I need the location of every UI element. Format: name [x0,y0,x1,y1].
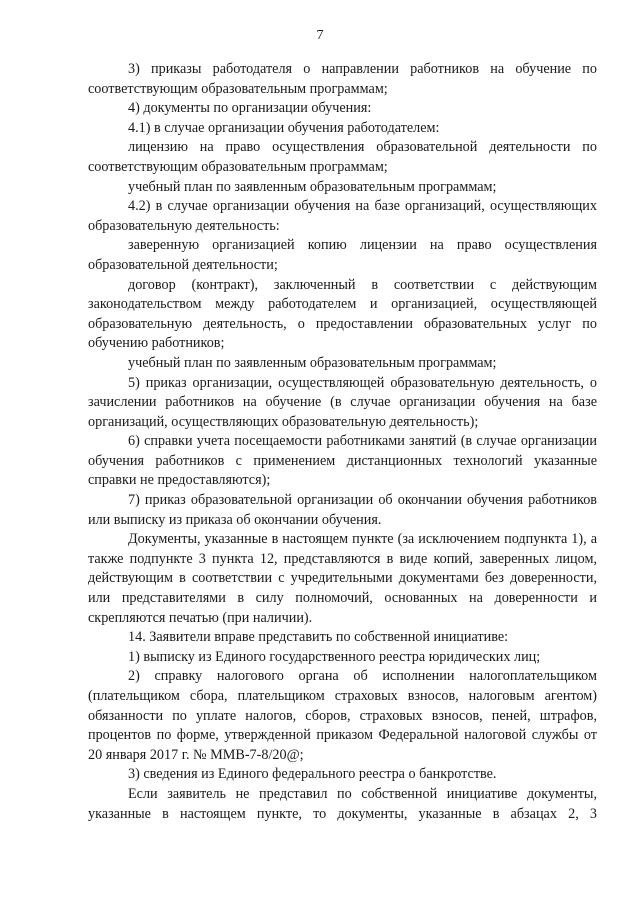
paragraph: заверенную организацией копию лицензии на право осуществления образовательной деятельности; [88,237,597,273]
paragraph: 7) приказ образовательной организации об окончании обучения работников или выписку из приказа об окончании обучения. [88,492,597,528]
paragraph: 3) приказы работодателя о направлении работников на обучение по соответствующим образовательным программам; [88,61,597,97]
page-number: 7 [316,28,324,43]
paragraph: Если заявитель не представил по собственной инициативе документы, указанные в настоящем пункте, то документы, указанные в абзацах 2, 3 [88,785,597,822]
paragraph: Документы, указанные в настоящем пункте (за исключением подпункта 1), а также подпункте 3 пункта 12, представляются в виде копий, заверенных лицом, действующим в соответствии с учредительными документами без доверенности, или представителями в силу полномочий, основанных на доверенности и скрепляются печатью (при наличии). [88,531,597,626]
paragraph: учебный план по заявленным образовательным программам; [128,178,497,195]
paragraph: 3) сведения из Единого федерального реестра о банкротстве. [128,766,497,783]
paragraph: 4.2) в случае организации обучения на базе организаций, осуществляющих образовательную деятельность: [88,198,597,234]
paragraph: 6) справки учета посещаемости работниками занятий (в случае организации обучения работников с применением дистанционных технологий указанные справки не предоставляются); [88,433,597,489]
paragraph: учебный план по заявленным образовательным программам; [128,354,497,371]
document-body [88,60,597,824]
paragraph: 1) выписку из Единого государственного реестра юридических лиц; [128,648,541,665]
paragraph: лицензию на право осуществления образовательной деятельности по соответствующим образовательным программам; [88,139,597,175]
paragraph: договор (контракт), заключенный в соответствии с действующим законодательством между работодателем и организацией, осуществляющей образовательную деятельность, о предоставлении образовательных услуг по обучению работников; [88,276,597,352]
paragraph: 4.1) в случае организации обучения работодателем: [128,119,440,136]
paragraph: 14. Заявители вправе представить по собственной инициативе: [128,629,509,646]
paragraph: 2) справку налогового органа об исполнении налогоплательщиком (плательщиком сбора, плательщиком страховых взносов, налоговым агентом) обязанности по уплате налогов, сборов, страховых взносов, пеней, штрафов, процентов по форме, утвержденной приказом Федеральной налоговой службы от 20 января 2017 г. № ММВ-7-8/20@; [88,668,597,763]
paragraph: 5) приказ организации, осуществляющей образовательную деятельность, о зачислении работников на обучение (в случае организации обучения на базе организаций, осуществляющих образовательную деятельность); [88,374,597,430]
paragraph: 4) документы по организации обучения: [128,100,372,117]
